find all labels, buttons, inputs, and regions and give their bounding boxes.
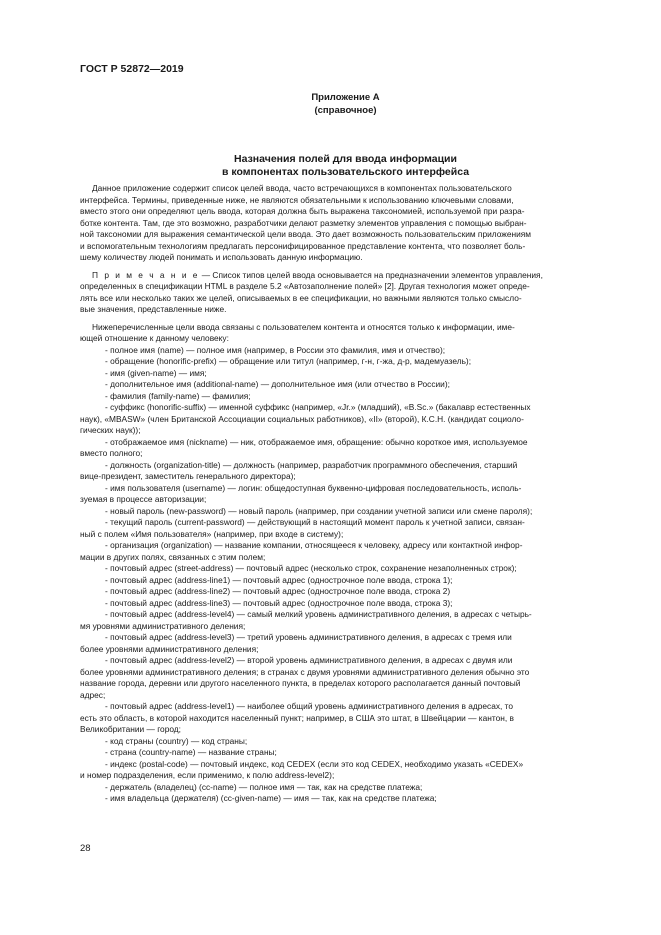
text-line: Великобритании — город; xyxy=(80,724,181,734)
list-item xyxy=(80,655,616,701)
text-line: - страна (country-name) — название страны; xyxy=(105,747,277,757)
note-label: П р и м е ч а н и е xyxy=(92,269,200,280)
text-line: вые значения, представленные ниже. xyxy=(80,304,227,314)
list-item xyxy=(80,575,616,587)
text-line: мации в других полях, связанных с этим полем; xyxy=(80,551,266,562)
text-line: - почтовый адрес (address-line2) — почтовый адрес (однострочное поле ввода, строка 2) xyxy=(105,586,451,596)
list-item xyxy=(80,345,616,357)
list-item xyxy=(80,506,616,518)
list-item xyxy=(80,782,616,794)
text-line: лять все или несколько таких же целей, описываемых в ее спецификации, но важными являются только смысло- xyxy=(80,292,522,303)
text-line: - имя владельца (держателя) (cc-given-name) — имя — так, как на средстве платежа; xyxy=(105,793,437,803)
text-line: вместо полного; xyxy=(80,448,143,458)
note-text: — Список типов целей ввода основывается на предназначении элементов управления, xyxy=(199,269,543,280)
list-item xyxy=(80,632,616,655)
appendix-title: Приложение А xyxy=(311,92,380,103)
list-item xyxy=(80,517,616,540)
list-item xyxy=(80,747,616,759)
text-line: адрес; xyxy=(80,689,106,700)
list-item xyxy=(80,460,616,483)
list-item xyxy=(80,437,616,460)
list-item xyxy=(80,368,616,380)
list-item xyxy=(80,402,616,437)
text-line: - почтовый адрес (address-line1) — почтовый адрес (однострочное поле ввода, строка 1); xyxy=(105,574,453,585)
standard-id: ГОСТ Р 52872—2019 xyxy=(80,63,184,75)
text-line: - почтовый адрес (address-level4) — самый мелкий уровень административного деления, в адресах с четырь- xyxy=(105,609,532,619)
input-purpose-list xyxy=(80,345,616,805)
document-body xyxy=(80,183,616,805)
text-line: - код страны (country) — код страны; xyxy=(105,735,248,746)
appendix-heading xyxy=(0,92,661,117)
section-title-line: в компонентах пользовательского интерфейса xyxy=(221,166,470,178)
text-line: и вспомогательным технологиям предлагать персонифицированное представление контента, что позволяет боль- xyxy=(80,240,526,251)
list-item xyxy=(80,356,616,368)
text-line: - индекс (postal-code) — почтовый индекс, код CEDEX (если это код CEDEX, необходимо указать «CEDEX» xyxy=(105,758,524,769)
text-line: - суффикс (honorific-suffix) — именной суффикс (например, «Jr.» (младший), «B.Sc.» (бакалавр естественных xyxy=(105,402,531,412)
list-item xyxy=(80,759,616,782)
text-line: - почтовый адрес (address-line3) — почтовый адрес (однострочное поле ввода, строка 3); xyxy=(105,597,453,608)
list-item xyxy=(80,701,616,736)
list-item xyxy=(80,483,616,506)
section-title-line: Назначения полей для ввода информации xyxy=(234,153,457,165)
text-line: - дополнительное имя (additional-name) — дополнительное имя (или отчество в России); xyxy=(105,379,450,389)
list-item xyxy=(80,598,616,610)
appendix-subtitle: (справочное) xyxy=(314,104,377,116)
text-line: есть это область, в которой находится населенный пункт; например, в США это штат, в Швейцарии — кантон, в xyxy=(80,712,514,723)
text-line: - обращение (honorific-prefix) — обращение или титул (например, г-н, г-жа, д-р, мадемуазель); xyxy=(105,356,472,366)
text-line: зуемая в процессе авторизации; xyxy=(80,494,207,504)
list-item xyxy=(80,736,616,748)
text-line: гических наук)); xyxy=(80,425,141,435)
section-title xyxy=(0,153,661,179)
text-line: - фамилия (family-name) — фамилия; xyxy=(105,390,251,401)
text-line xyxy=(80,270,616,282)
text-line: - почтовый адрес (address-level2) — второй уровень административного деления, в адресах с двумя или xyxy=(105,655,513,665)
text-line: - держатель (владелец) (cc-name) — полное имя — так, как на средстве платежа; xyxy=(105,781,423,792)
text-line: ботке контента. Там, где это возможно, разработчики делают разметку элементов управления с помощью выбран- xyxy=(80,217,527,228)
text-line: ющей отношение к данному человеку: xyxy=(80,333,229,343)
text-line: мя уровнями административного деления; xyxy=(80,620,246,631)
text-line: Нижеперечисленные цели ввода связаны с пользователем контента и относятся только к информации, име- xyxy=(92,321,515,332)
text-line: шему количеству людей понимать и использовать данную информацию. xyxy=(80,252,363,262)
list-intro-paragraph xyxy=(80,322,616,345)
text-line: - имя (given-name) — имя; xyxy=(105,367,207,378)
text-line: - почтовый адрес (address-level1) — наиболее общий уровень административного деления в адресах, то xyxy=(105,701,514,711)
text-line: - отображаемое имя (nickname) — ник, отображаемое имя, обращение: обычно короткое имя, используемое xyxy=(105,436,528,447)
text-line: интерфейса. Термины, приведенные ниже, не являются обязательными к использованию ключевыми словами, xyxy=(80,194,514,205)
text-line: - имя пользователя (username) — логин: общедоступная буквенно-цифровая последовательность, исполь- xyxy=(105,482,522,493)
text-line: и номер подразделения, если применимо, к полю address-level2); xyxy=(80,770,335,780)
text-line: - организация (organization) — название компании, относящееся к человеку, адресу или контактной инфор- xyxy=(105,540,523,550)
text-line: - текущий пароль (current-password) — действующий в настоящий момент пароль к учетной записи, связан- xyxy=(105,517,525,527)
list-item xyxy=(80,540,616,563)
list-item xyxy=(80,391,616,403)
text-line: - новый пароль (new-password) — новый пароль (например, при создании учетной записи или смене пароля); xyxy=(105,505,533,516)
text-line: - должность (organization-title) — должность (например, разработчик программного обеспечения, старший xyxy=(105,459,518,470)
text-line: вместо этого они определяют цель ввода, которая должна быть выражена таксономией, используемой при разра- xyxy=(80,206,525,216)
text-line: ной таксономии для выражения семантической цели ввода. Это дает возможность пользовательским приложениям xyxy=(80,229,532,239)
text-line: - почтовый адрес (address-level3) — третий уровень административного деления, в адресах с тремя или xyxy=(105,632,512,642)
text-line: Данное приложение содержит список целей ввода, часто встречающихся в компонентах пользовательского xyxy=(92,183,512,193)
list-item xyxy=(80,793,616,805)
note-paragraph xyxy=(80,270,616,316)
intro-paragraph xyxy=(80,183,616,264)
list-item xyxy=(80,563,616,575)
text-line: более уровнями административного деления; в странах с двумя уровнями административного деления обычно это xyxy=(80,666,530,677)
text-line: ный с полем «Имя пользователя» (например, при входе в систему); xyxy=(80,528,344,539)
text-line: - полное имя (name) — полное имя (например, в России это фамилия, имя и отчество); xyxy=(105,344,446,355)
list-item xyxy=(80,586,616,598)
text-line: - почтовый адрес (street-address) — почтовый адрес (несколько строк, сохранение незаполненных строк); xyxy=(105,563,517,573)
text-line: более уровнями административного деления; xyxy=(80,643,259,654)
text-line: название города, деревни или другого населенного пункта, в пределах которого располагается данный почтовый xyxy=(80,678,521,688)
text-line: вице-президент, заместитель генерального директора); xyxy=(80,471,296,481)
page-number: 28 xyxy=(80,843,91,854)
list-item xyxy=(80,609,616,632)
text-line: наук), «MBASW» (член Британской Ассоциации социальных работников), «II» (второй), К.С.Н. (кандидат социоло- xyxy=(80,413,524,424)
text-line: определенных в спецификации HTML в разделе 5.2 «Автозаполнение полей» [2]. Другая технология может опреде- xyxy=(80,281,530,291)
list-item xyxy=(80,379,616,391)
